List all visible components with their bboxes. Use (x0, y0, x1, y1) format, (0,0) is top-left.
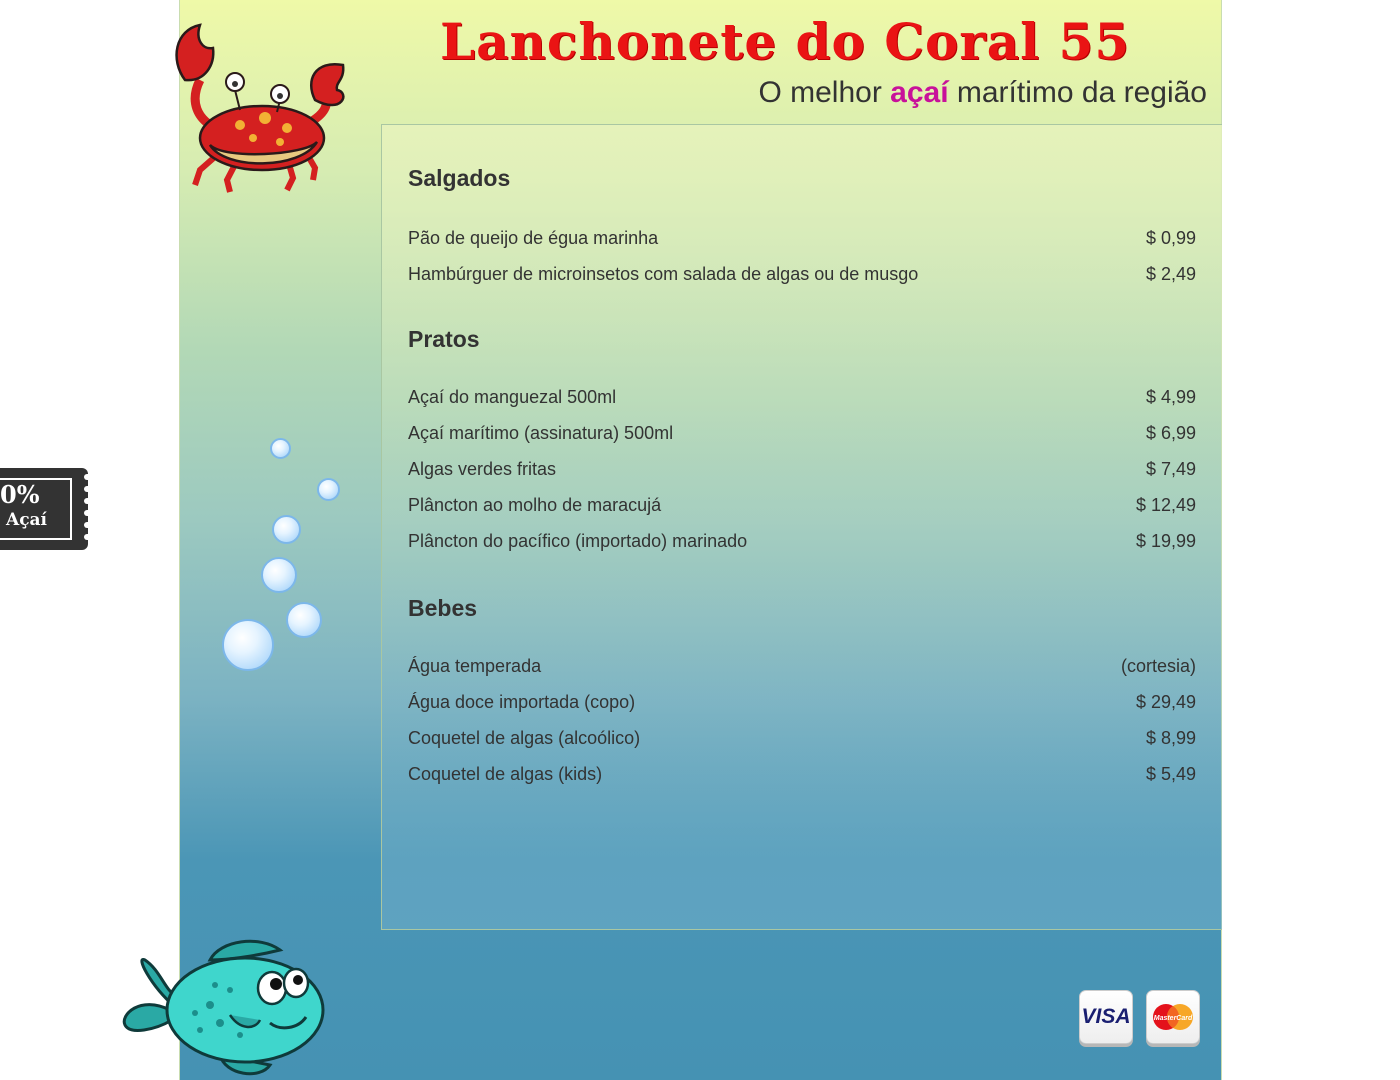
mastercard-logo-text: MasterCard (1153, 1015, 1193, 1022)
item-price: $ 2,49 (1145, 263, 1196, 284)
tagline (758, 76, 1207, 110)
bubble-decoration (272, 515, 301, 544)
item-name: Plâncton ao molho de maracujá (408, 494, 662, 515)
menu-item (408, 523, 1196, 559)
item-name: Plâncton do pacífico (importado) marinado (408, 530, 748, 551)
section-title: Bebes (408, 595, 478, 621)
item-name: Algas verdes fritas (408, 458, 557, 479)
acai-coupon-tab[interactable] (0, 468, 88, 550)
menu-item (408, 379, 1196, 415)
item-price: $ 6,99 (1145, 422, 1196, 443)
fish-illustration (120, 935, 330, 1080)
item-name: Pão de queijo de égua marinha (408, 227, 659, 248)
restaurant-title: Lanchonete do Coral 55 (440, 12, 1131, 71)
menu-item (408, 220, 1196, 256)
item-name: Açaí do manguezal 500ml (408, 386, 617, 407)
item-name: Açaí marítimo (assinatura) 500ml (408, 422, 674, 443)
menu-section-salgados (408, 165, 1196, 292)
mastercard-badge (1146, 990, 1200, 1044)
menu-item (408, 487, 1196, 523)
coupon-label: Açaí (6, 510, 48, 530)
tagline-text-start: O melhor (758, 76, 891, 109)
bubble-decoration (270, 438, 291, 459)
item-name: Coquetel de algas (kids) (408, 763, 603, 784)
menu-section-bebes (408, 595, 1196, 792)
tagline-text-end: marítimo da região (948, 76, 1207, 109)
menu-section-pratos (408, 326, 1196, 559)
tagline-highlight: açaí (890, 76, 949, 109)
crab-illustration (165, 20, 355, 195)
menu-item (408, 720, 1196, 756)
item-name: Coquetel de algas (alcoólico) (408, 727, 641, 748)
coupon-percent: 0% (0, 480, 40, 509)
menu-item (408, 648, 1196, 684)
item-price: $ 29,49 (1135, 691, 1196, 712)
menu-item (408, 415, 1196, 451)
item-price: $ 19,99 (1135, 530, 1196, 551)
item-price: $ 4,99 (1145, 386, 1196, 407)
item-price: $ 8,99 (1145, 727, 1196, 748)
item-name: Água temperada (408, 655, 542, 676)
item-price: $ 7,49 (1145, 458, 1196, 479)
item-name: Hambúrguer de microinsetos com salada de algas ou de musgo (408, 263, 919, 284)
visa-logo-text: VISA (1081, 1005, 1131, 1028)
menu-item (408, 684, 1196, 720)
item-price: $ 0,99 (1145, 227, 1196, 248)
item-name: Água doce importada (copo) (408, 691, 636, 712)
menu-item (408, 756, 1196, 792)
item-price: $ 5,49 (1145, 763, 1196, 784)
bubble-decoration (317, 478, 340, 501)
bubble-decoration (222, 619, 274, 671)
menu-item (408, 256, 1196, 292)
item-price: $ 12,49 (1135, 494, 1196, 515)
bubble-decoration (286, 602, 322, 638)
section-title: Salgados (408, 165, 511, 191)
bubble-decoration (261, 557, 297, 593)
section-title: Pratos (408, 326, 480, 352)
mastercard-icon (1151, 1002, 1195, 1032)
item-price: (cortesia) (1120, 655, 1196, 676)
menu-item (408, 451, 1196, 487)
coupon-label-box (0, 478, 72, 540)
menu-panel (381, 124, 1222, 930)
visa-badge (1079, 990, 1133, 1044)
